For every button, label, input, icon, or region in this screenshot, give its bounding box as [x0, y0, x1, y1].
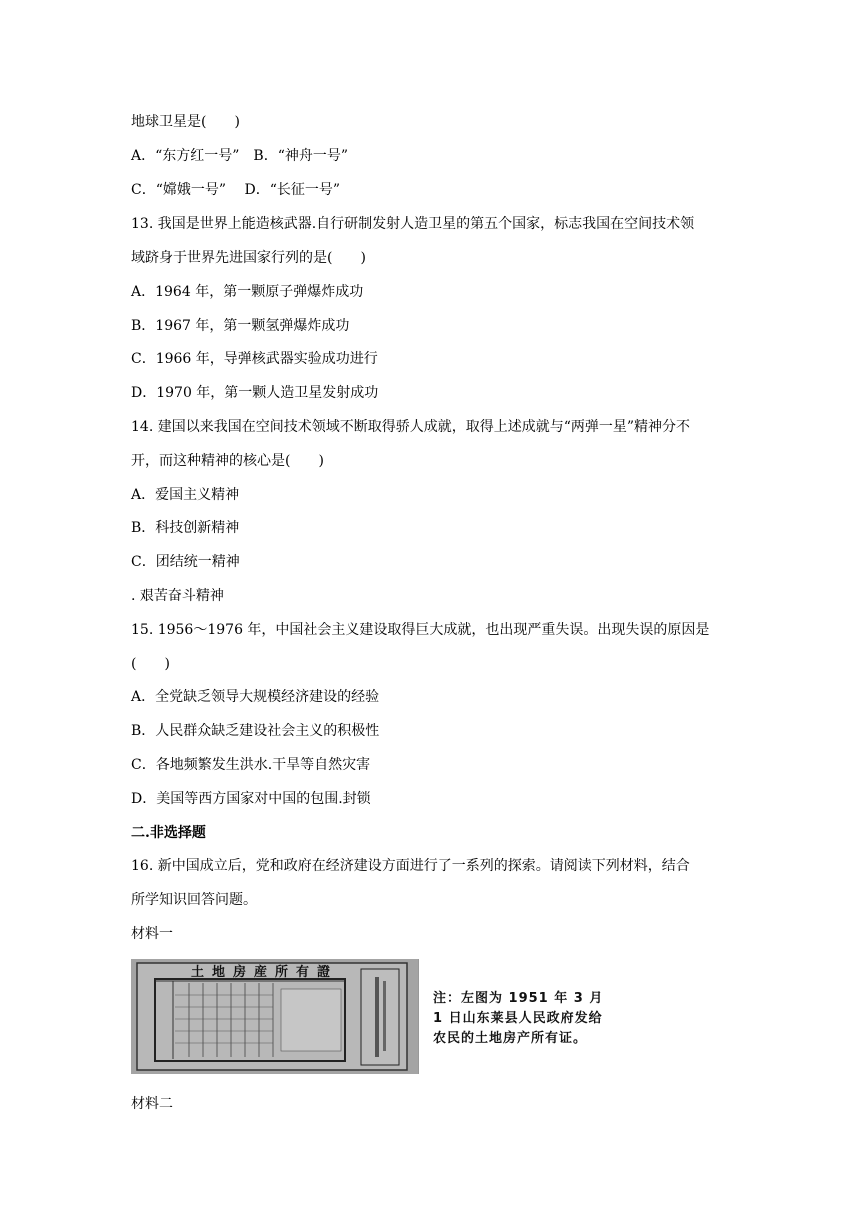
section-heading: 二.非选择题 — [131, 825, 206, 841]
q15-option-b: B．人民群众缺乏建设社会主义的积极性 — [131, 723, 380, 739]
certificate-note: 注：左图为 1951 年 3 月 1 日山东莱县人民政府发给农民的土地房产所有证。 — [433, 991, 604, 1046]
q15-option-c: C．各地频繁发生洪水.干旱等自然灾害 — [131, 757, 371, 773]
q15-stem-line2: ( ) — [131, 656, 170, 672]
q14-stem-line2: 开，而这种精神的核心是( ) — [131, 453, 324, 469]
material-one-label: 材料一 — [131, 926, 173, 942]
q15-option-d: D．美国等西方国家对中国的包围.封锁 — [131, 791, 371, 807]
q13-stem-line2: 域跻身于世界先进国家行列的是( ) — [131, 250, 366, 266]
q14-option-c: C．团结统一精神 — [131, 554, 240, 570]
certificate-note-box — [418, 959, 614, 1074]
q14-option-a: A．爱国主义精神 — [131, 487, 240, 503]
q12-options-cd: C．“嫦娥一号” D．“长征一号” — [131, 182, 341, 198]
q16-stem-line2: 所学知识回答问题。 — [131, 892, 257, 908]
material-two-label: 材料二 — [131, 1096, 173, 1112]
q13-option-c: C．1966 年，导弹核武器实验成功进行 — [131, 351, 378, 367]
certificate-title: 土地房産所有證 — [191, 965, 339, 980]
q15-option-a: A．全党缺乏领导大规模经济建设的经验 — [131, 689, 380, 705]
land-certificate-photo — [131, 959, 418, 1074]
q14-option-b: B．科技创新精神 — [131, 520, 240, 536]
q15-stem-line1: 15. 1956～1976 年，中国社会主义建设取得巨大成就，也出现严重失误。出现失误的原因是 — [131, 622, 710, 638]
material-one-figure — [131, 959, 613, 1074]
q13-stem-line1: 13. 我国是世界上能造核武器.自行研制发射人造卫星的第五个国家，标志我国在空间技术领 — [131, 216, 695, 232]
q12-options-ab: A．“东方红一号” B．“神舟一号” — [131, 148, 349, 164]
q14-stem-line1: 14. 建国以来我国在空间技术领域不断取得骄人成就，取得上述成就与“两弹一星”精神分不 — [131, 419, 691, 435]
q13-option-d: D．1970 年，第一颗人造卫星发射成功 — [131, 385, 379, 401]
q12-stem-end: 地球卫星是( ) — [131, 114, 240, 130]
q16-stem-line1: 16. 新中国成立后，党和政府在经济建设方面进行了一系列的探索。请阅读下列材料，结合 — [131, 858, 690, 874]
q14-option-d: . 艰苦奋斗精神 — [131, 588, 224, 604]
q13-option-a: A．1964 年，第一颗原子弹爆炸成功 — [131, 284, 364, 300]
q13-option-b: B．1967 年，第一颗氢弹爆炸成功 — [131, 318, 350, 334]
